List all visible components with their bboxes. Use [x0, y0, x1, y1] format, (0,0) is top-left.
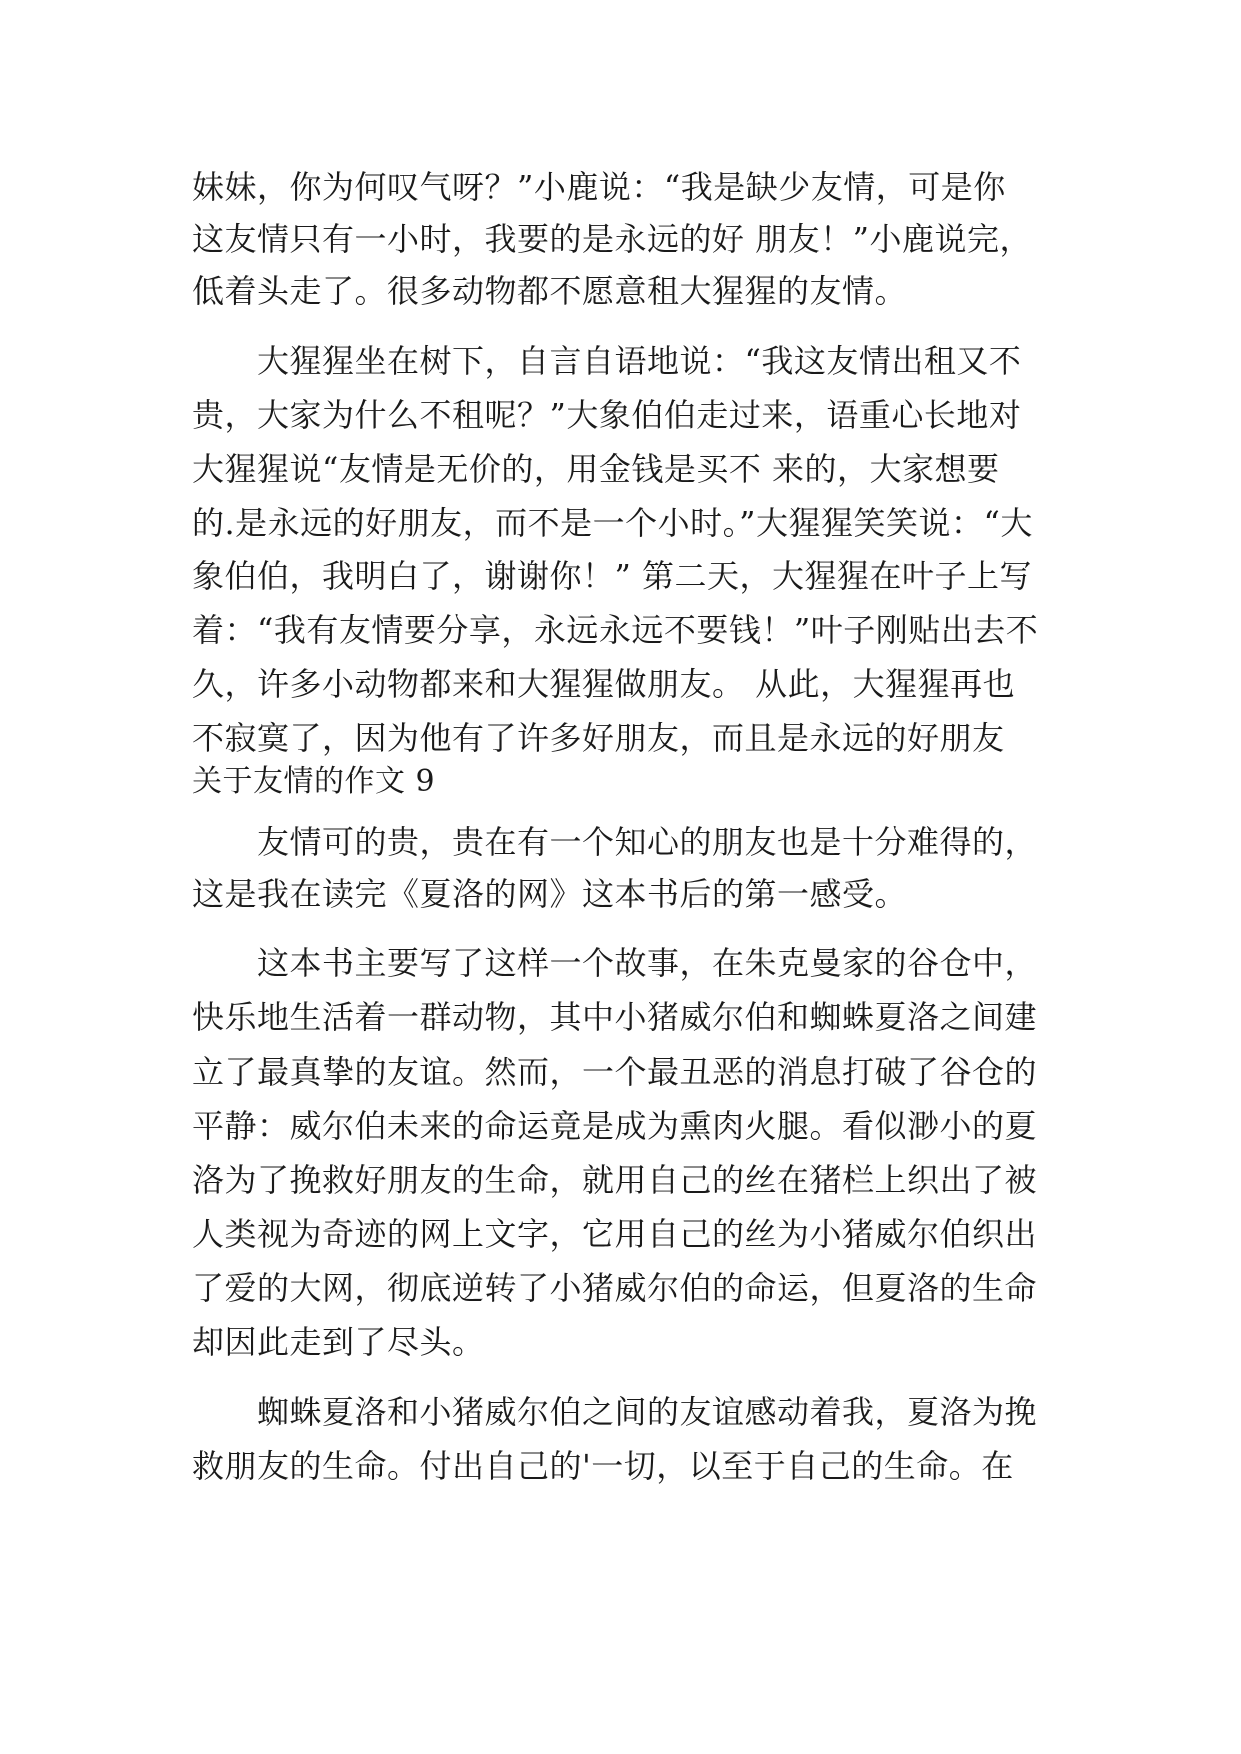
text-line: 快乐地生活着一群动物，其中小猪威尔伯和蜘蛛夏洛之间建 — [192, 998, 1038, 1036]
text-line: 这是我在读完《夏洛的网》这本书后的第一感受。 — [192, 875, 908, 913]
text-line: 不寂寞了，因为他有了许多好朋友，而且是永远的好朋友 — [192, 719, 1005, 757]
text-line: 友情可的贵，贵在有一个知心的朋友也是十分难得的， — [192, 823, 1038, 861]
text-line: 贵，大家为什么不租呢？”大象伯伯走过来，语重心长地对 — [192, 396, 1022, 434]
text-line: 这友情只有一小时，我要的是永远的好 朋友！”小鹿说完， — [192, 220, 1033, 258]
text-line: 低着头走了。很多动物都不愿意租大猩猩的友情。 — [192, 272, 908, 310]
text-line: 平静：威尔伯未来的命运竟是成为熏肉火腿。看似渺小的夏 — [192, 1107, 1038, 1145]
text-line: 了爱的大网，彻底逆转了小猪威尔伯的命运，但夏洛的生命 — [192, 1269, 1038, 1307]
text-line: 大猩猩说“友情是无价的，用金钱是买不 来的，大家想要 — [192, 450, 1000, 488]
text-line: 妹妹，你为何叹气呀？”小鹿说：“我是缺少友情，可是你 — [192, 168, 1006, 206]
text-line: 久，许多小动物都来和大猩猩做朋友。 从此，大猩猩再也 — [192, 665, 1016, 703]
text-line: 蜘蛛夏洛和小猪威尔伯之间的友谊感动着我，夏洛为挽 — [192, 1393, 1038, 1431]
text-line: 却因此走到了尽头。 — [192, 1323, 485, 1361]
text-line: 象伯伯，我明白了，谢谢你！” 第二天，大猩猩在叶子上写 — [192, 557, 1033, 595]
text-line: 洛为了挽救好朋友的生命，就用自己的丝在猪栏上织出了被 — [192, 1161, 1038, 1199]
text-line: 人类视为奇迹的网上文字，它用自己的丝为小猪威尔伯织出 — [192, 1215, 1038, 1253]
text-line: 立了最真挚的友谊。然而，一个最丑恶的消息打破了谷仓的 — [192, 1053, 1038, 1091]
text-line: 救朋友的生命。付出自己的'一切，以至于自己的生命。在 — [192, 1447, 1014, 1485]
text-line: 大猩猩坐在树下，自言自语地说：“我这友情出租又不 — [192, 342, 1022, 380]
text-line: 着：“我有友情要分享，永远永远不要钱！”叶子刚贴出去不 — [192, 611, 1039, 649]
text-line: 这本书主要写了这样一个故事，在朱克曼家的谷仓中， — [192, 944, 1038, 982]
text-line: 的.是永远的好朋友，而不是一个小时。”大猩猩笑笑说：“大 — [192, 504, 1033, 542]
section-heading: 关于友情的作文 9 — [192, 764, 436, 799]
